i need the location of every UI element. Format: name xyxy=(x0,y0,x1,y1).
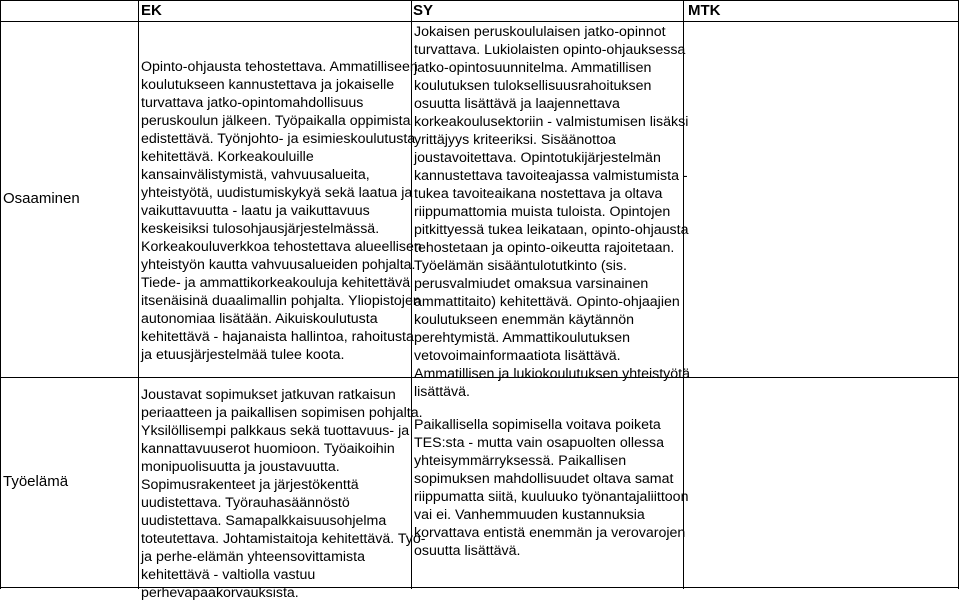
cell-text-line: lisättävä. xyxy=(414,384,470,400)
cell-text-line: kehitettävä - hajanaista hallintoa, rahoitusta xyxy=(141,329,414,345)
cell-text-line: periaatteen ja paikallisen sopimisen pohjalta. xyxy=(141,405,423,421)
cell-text-line: riippumattomia muista tuloista. Opintojen xyxy=(414,204,671,220)
cell-text-line: Yksilöllisempi palkkaus sekä tuottavuus- ja xyxy=(141,423,410,439)
cell-text-line: korkeakoulusektoriin - valmistumisen lisäksi xyxy=(414,114,689,130)
cell-text-line: tehostetaan ja opinto-oikeutta rajoitetaan. xyxy=(414,240,675,256)
cell-text-line: perhevapaakorvauksista. xyxy=(141,585,299,601)
row-label-tyoelama: Työelämä xyxy=(3,473,69,490)
cell-text-line: itsenäisinä duaalimallin pohjalta. Yliopistojen xyxy=(141,293,421,309)
cell-text-line: riippumatta siitä, kuuluuko työnantajaliittoon xyxy=(414,489,689,505)
cell-text-line: Jokaisen peruskoululaisen jatko-opinnot xyxy=(414,24,666,40)
cell-text-line: turvattava. Lukiolaisten opinto-ohjauksessa xyxy=(414,42,686,58)
cell-text-line: koulutuksen tuloksellisuusrahoituksen xyxy=(414,78,652,94)
cell-text-line: osuutta lisättävä. xyxy=(414,543,521,559)
cell-text-line: monipuolisuutta ja joustavuutta. xyxy=(141,459,340,475)
cell-text-line: TES:sta - mutta vain osapuolten ollessa xyxy=(414,435,664,451)
cell-text-line: Joustavat sopimukset jatkuvan ratkaisun xyxy=(141,387,396,403)
cell-text-line: joustavoitettava. Opintotukijärjestelmän xyxy=(414,150,661,166)
row-border-top xyxy=(0,0,959,1)
cell-text-line: kehitettävä. Korkeakouluille xyxy=(141,149,314,165)
cell-text-line: yhteistyön kautta vahvuusalueiden pohjalta. xyxy=(141,257,416,273)
cell-text-line: sopimuksen mahdollisuudet oltava samat xyxy=(414,471,674,487)
cell-text-line: kansainvälistymistä, vahvuusalueita, xyxy=(141,167,370,183)
col-border-label xyxy=(138,0,139,589)
cell-text-line: ja perhe-elämän yhteensovittamista xyxy=(141,549,365,565)
cell-text-line: osuutta lisättävä ja laajennettava xyxy=(414,96,620,112)
cell-osaaminen-sy xyxy=(414,23,690,401)
cell-text-line: koulutukseen enemmän käytännön xyxy=(414,312,635,328)
cell-text-line: keskeisiksi tulosohjausjärjestelmässä. xyxy=(141,221,380,237)
cell-text-line: peruskoulun jälkeen. Työpaikalla oppimista xyxy=(141,113,411,129)
cell-text-line: edistettävä. Työnjohto- ja esimieskoulutusta xyxy=(141,131,416,147)
cell-text-line: yhteistyötä, uudistumiskykyä sekä laatua ja xyxy=(141,185,413,201)
col-border-right xyxy=(958,0,959,589)
cell-text-line: Ammatillisen ja lukiokoulutuksen yhteistyötä xyxy=(414,366,690,382)
cell-text-line: Työelämän sisääntulotutkinto (sis. xyxy=(414,258,627,274)
cell-text-line: Opinto-ohjausta tehostettava. Ammatilliseen xyxy=(141,59,418,75)
row-label-osaaminen: Osaaminen xyxy=(3,190,80,207)
cell-text-line: korvattava entistä enemmän ja verovarojen xyxy=(414,525,686,541)
cell-text-line: perusvalmiudet omaksua varsinainen xyxy=(414,276,649,292)
header-sy: SY xyxy=(413,2,434,19)
cell-text-line: Korkeakouluverkkoa tehostettava alueellisen xyxy=(141,239,422,255)
header-mtk: MTK xyxy=(688,2,721,19)
cell-text-line: Sopimusrakenteet ja järjestökenttä xyxy=(141,477,359,493)
cell-text-line: Tiede- ja ammattikorkeakouluja kehitettävä xyxy=(141,275,411,291)
cell-text-line: kehitettävä - valtiolla vastuu xyxy=(141,567,316,583)
row-border-header xyxy=(0,21,959,22)
cell-text-line: uudistettava. Samapalkkaisuusohjelma xyxy=(141,513,387,529)
cell-text-line: ja etuusjärjestelmää tulee koota. xyxy=(141,347,345,363)
cell-text-line: pitkittyessä tukea leikataan, opinto-ohjausta xyxy=(414,222,689,238)
col-border-left xyxy=(0,0,1,589)
cell-text-line: toteutettava. Johtamistaitoja kehitettävä. Työ- xyxy=(141,531,426,547)
cell-text-line: vaikuttavuutta - laatu ja vaikuttavuus xyxy=(141,203,370,219)
cell-text-line: ammattitaito) kehitettävä. Opinto-ohjaajien xyxy=(414,294,680,310)
cell-text-line: koulutukseen kannustettava ja jokaiselle xyxy=(141,77,395,93)
cell-tyoelama-sy xyxy=(414,416,688,560)
cell-tyoelama-ek xyxy=(141,386,425,602)
cell-text-line: kannustettava tavoiteajassa valmistumista - xyxy=(414,168,688,184)
cell-text-line: turvattava jatko-opintomahdollisuus xyxy=(141,95,364,111)
cell-text-line: vai ei. Vanhemmuuden kustannuksia xyxy=(414,507,645,523)
header-ek: EK xyxy=(141,2,162,19)
cell-text-line: yrittäjyys kriteeriksi. Sisäänottoa xyxy=(414,132,616,148)
cell-text-line: uudistettava. Työrauhasäännöstö xyxy=(141,495,350,511)
cell-text-line: perehtymistä. Ammattikoulutuksen xyxy=(414,330,631,346)
cell-text-line: autonomiaa lisätään. Aikuiskoulutusta xyxy=(141,311,378,327)
cell-text-line: yhteisymmärryksessä. Paikallisen xyxy=(414,453,627,469)
cell-osaaminen-ek xyxy=(141,58,422,364)
cell-text-line: kannattavuuserot huomioon. Työaikoihin xyxy=(141,441,395,457)
cell-text-line: jatko-opintosuunnitelma. Ammatillisen xyxy=(414,60,652,76)
cell-text-line: tukea tavoiteaikana nostettava ja oltava xyxy=(414,186,663,202)
cell-text-line: Paikallisella sopimisella voitava poiketa xyxy=(414,417,661,433)
cell-text-line: vetovoimainformaatiota lisättävä. xyxy=(414,348,621,364)
